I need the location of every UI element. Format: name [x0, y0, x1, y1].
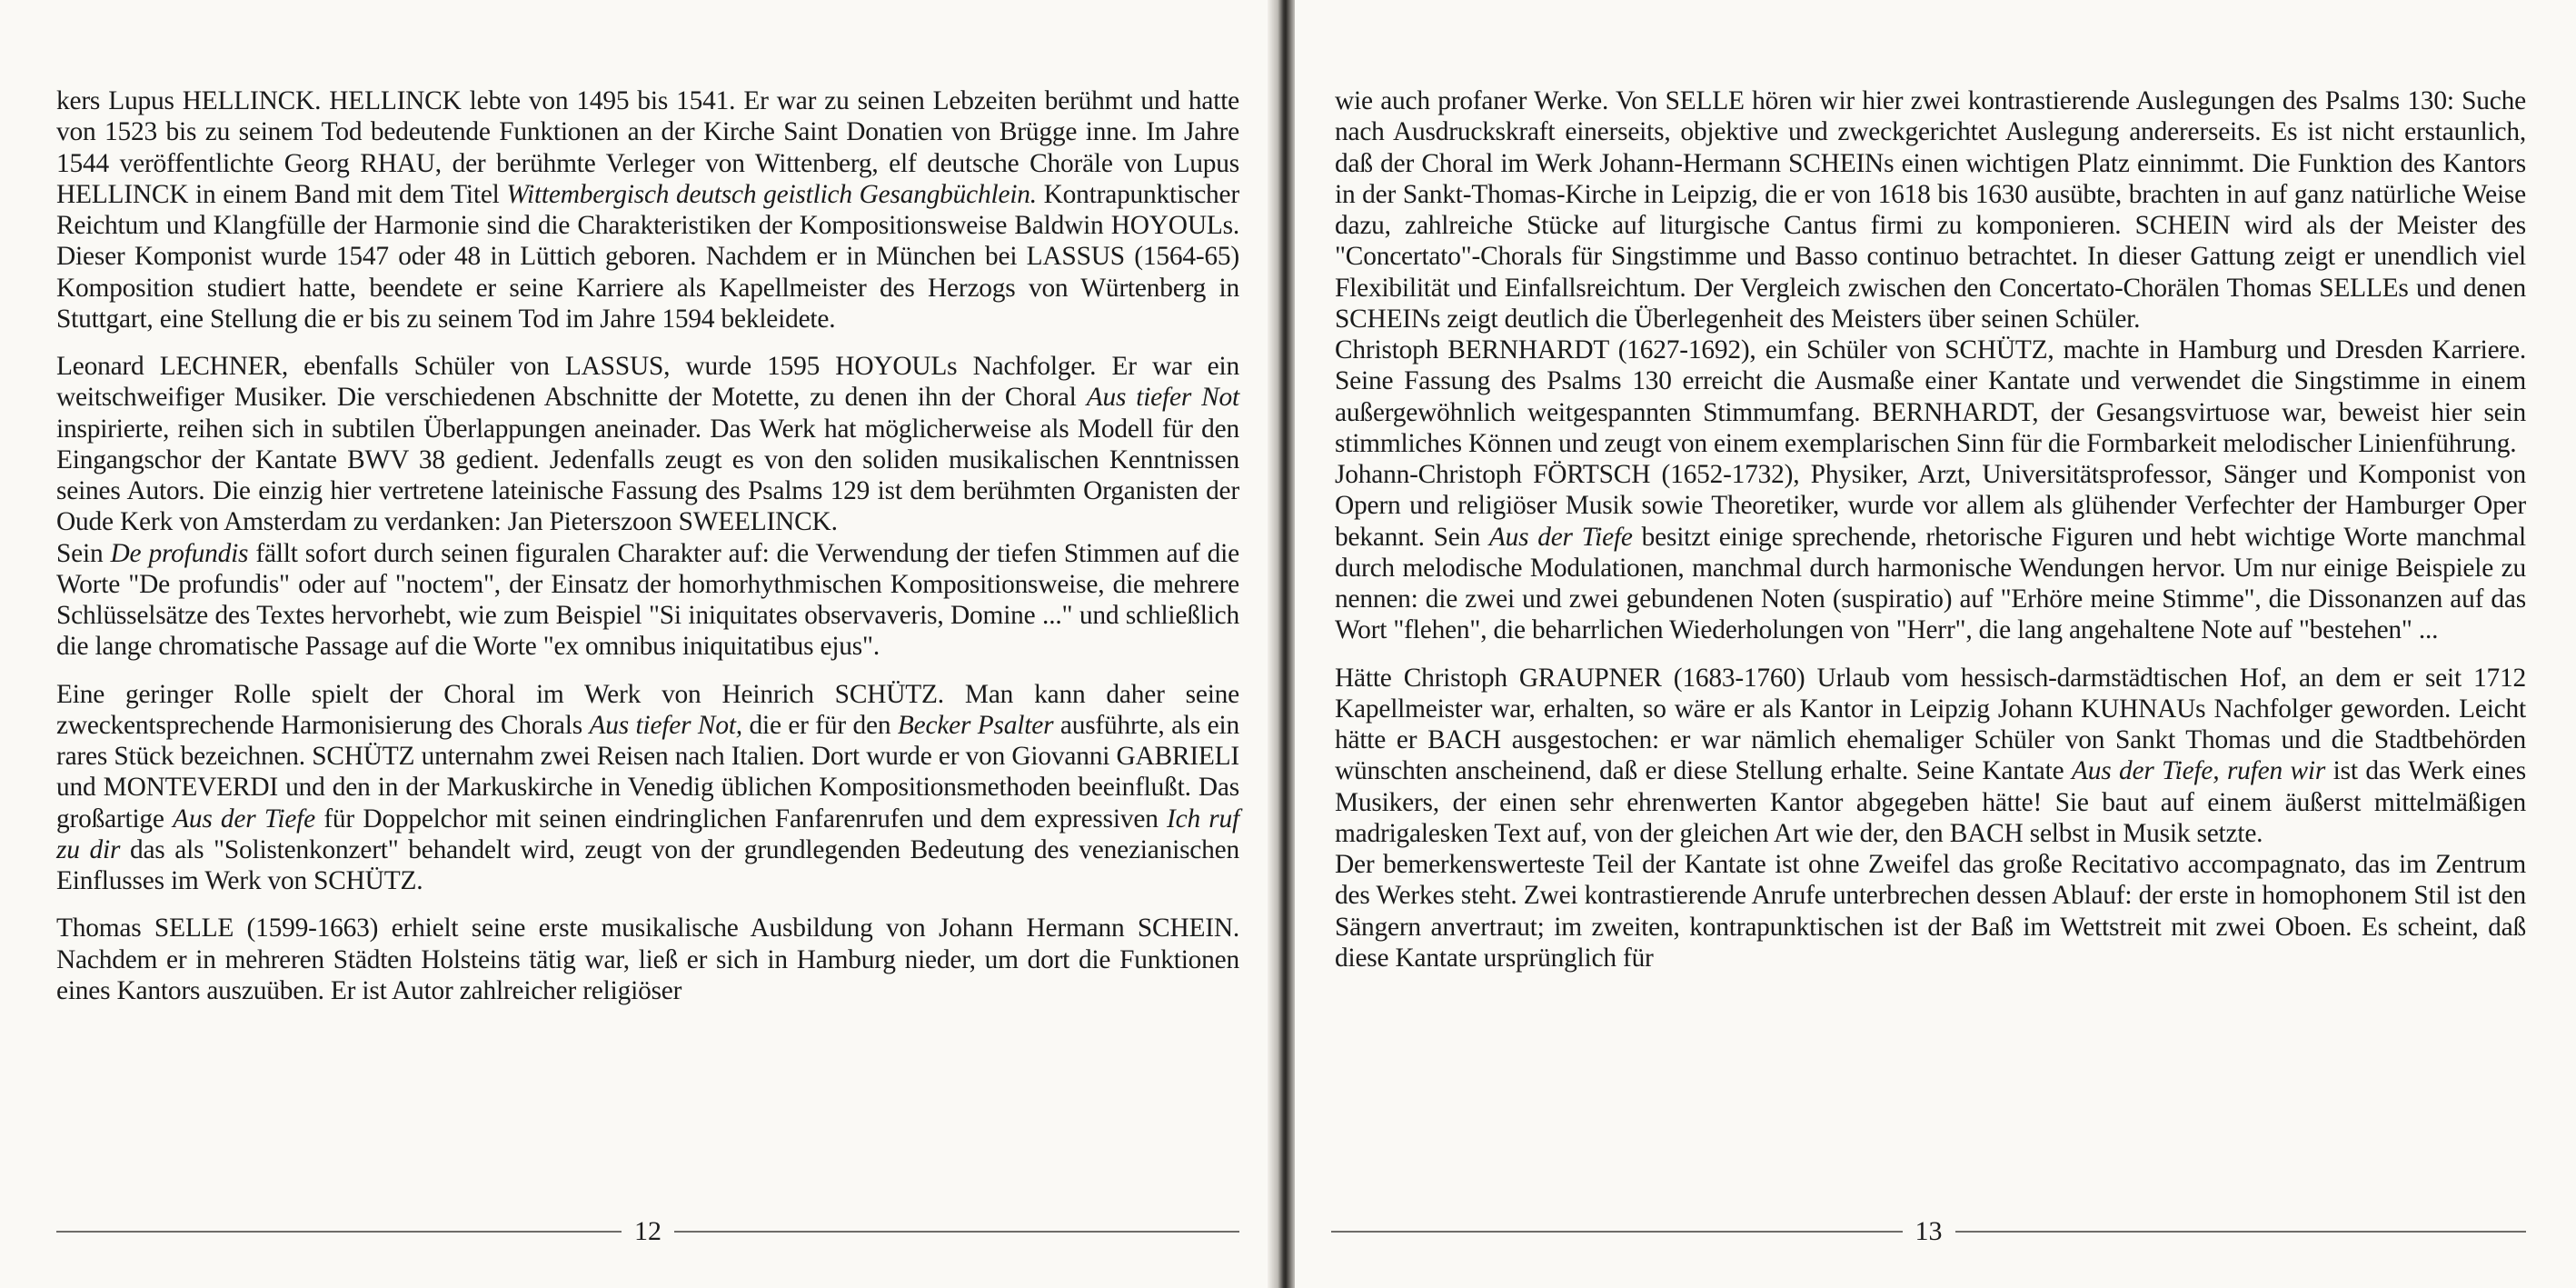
- paragraph: [1335, 663, 2526, 850]
- text-run: Eine geringer Rolle spielt der Choral im Werk von Heinrich SCHÜTZ. Man kann daher seine zweckentsprechende Harmonisierung des Chorals: [56, 679, 1239, 740]
- text-run: die er für den: [741, 710, 898, 740]
- paragraph: [56, 351, 1239, 538]
- text-run: ist das Werk eines Musikers, der einen sehr ehrenwerten Kantor abgegeben hätte! Sie baut auf einem äußerst mittelmäßigen madrigalesken Text auf, von der gleichen Art wie der, den BACH selbst in Musik setzte.: [1335, 756, 2526, 848]
- text-run: wie auch profaner Werke. Von SELLE hören wir hier zwei kontrastierende Auslegungen des Psalms 130: Suche nach Ausdruckskraft einerseits, objektive und zweckgerichtet Auslegung andererseits. Es ist nicht erstaunlich, daß der Choral im Werk Johann-Hermann SCHEINs einen wichtigen Platz einnimmt. Die Funktion des Kantors in der Sankt-Thomas-Kirche in Leipzig, die er von 1618 bis 1630 ausübte, brachten in auf ganz natürliche Weise dazu, zahlreiche Stücke auf liturgische Cantus firmi zu komponieren. SCHEIN wird als der Meister des "Concertato"-Chorals für Singstimme und Basso continuo betrachtet. In dieser Gattung zeigt er unendlich viel Flexibilität und Einfallsreichtum. Der Vergleich zwischen den Concertato-Chorälen Thomas SELLEs und denen SCHEINs zeigt deutlich die Überlegenheit des Meisters über seinen Schüler.: [1335, 86, 2526, 334]
- text-run: Johann-Christoph FÖRTSCH (1652-1732), Physiker, Arzt, Universitätsprofessor, Sänger und Komponist von Opern und religiöser Musik sowie Theoretiker, wurde vor allem als glühender Verfechter der Hamburger Oper bekannt. Sein: [1335, 460, 2526, 552]
- paragraph: [56, 538, 1239, 663]
- italic-title: Aus der Tiefe: [173, 804, 315, 834]
- page-right: [1295, 0, 2576, 1288]
- text-run: Thomas SELLE (1599-1663) erhielt seine erste musikalische Ausbildung von Johann Hermann SCHEIN. Nachdem er in mehreren Städten Holsteins tätig war, ließ er sich in Hamburg nieder, um dort die Funktionen eines Kantors auszuüben. Er ist Autor zahlreicher religiöser: [56, 914, 1239, 1005]
- paragraph: [1335, 85, 2526, 334]
- text-run: ausführte, als ein rares Stück bezeichnen. SCHÜTZ unternahm zwei Reisen nach Italien. Dort wurde er von Giovanni GABRIELI und MONTEVERDI und den in der Markuskirche in Venedig üblichen Kompositionsmethoden beeinflußt. Das großartige: [56, 710, 1239, 834]
- text-run: besitzt einige sprechende, rhetorische Figuren und hebt wichtige Worte manchmal durch melodische Modulationen, manchmal durch harmonische Wendungen hervor. Um nur einige Beispiele zu nennen: die zwei und zwei gebundenen Noten (suspiratio) auf "Erhöre meine Stimme", die Dissonanzen auf das Wort "flehen", die beharrlichen Wiederholungen von "Herr", die lang angehaltene Note auf "bestehen" ...: [1335, 522, 2526, 645]
- paragraph: [1335, 849, 2526, 973]
- text-run: Hätte Christoph GRAUPNER (1683-1760) Urlaub vom hessisch-darmstädtischen Hof, an dem er seit 1712 Kapellmeister war, erhalten, so wäre er als Kantor in Leipzig Johann KUHNAUs Nachfolger geworden. Leicht hätte er BACH ausgestochen: er war nämlich ehemaliger Schüler von Sankt Thomas und die Stadtbehörden wünschten anscheinend, daß er diese Stellung erhalte. Seine Kantate: [1335, 663, 2526, 786]
- footer-rule-right: [674, 1231, 1239, 1233]
- italic-title: De profundis: [110, 538, 249, 568]
- page-left: [0, 0, 1277, 1288]
- page-12-footer: [56, 1213, 1239, 1250]
- text-run: Kontrapunktischer Reichtum und Klangfülle der Harmonie sind die Charakteristiken der Kompositionsweise Baldwin HOYOULs. Dieser Komponist wurde 1547 oder 48 in Lüttich geboren. Nachdem er in München bei LASSUS (1564-65) Komposition studiert hatte, beendete er seine Karriere als Kapellmeister des Herzogs von Würtenberg in Stuttgart, eine Stellung die er bis zu seinem Tod im Jahre 1594 bekleidete.: [56, 179, 1239, 334]
- text-run: fällt sofort durch seinen figuralen Charakter auf: die Verwendung der tiefen Stimmen auf die Worte "De profundis" oder auf "noctem", der Einsatz der homorhythmischen Kompositionsweise, die mehrere Schlüsselsätze des Textes hervorhebt, wie zum Beispiel "Si iniquitates observaveris, Domine ..." und schließlich die lange chromatische Passage auf die Worte "ex omnibus iniquitatibus ejus".: [56, 538, 1239, 662]
- text-run: kers Lupus HELLINCK. HELLINCK lebte von 1495 bis 1541. Er war zu seinen Lebzeiten berühmt und hatte von 1523 bis zu seinem Tod bedeutende Funktionen an der Kirche Saint Donatien von Brügge inne. Im Jahre 1544 veröffentlichte Georg RHAU, der berühmte Verleger von Wittenberg, elf deutsche Choräle von Lupus HELLINCK in einem Band mit dem Titel: [56, 86, 1239, 209]
- footer-rule-right: [1955, 1231, 2527, 1233]
- italic-title: Aus tiefer Not,: [589, 710, 742, 740]
- paragraph: [56, 85, 1239, 334]
- text-run: Christoph BERNHARDT (1627-1692), ein Schüler von SCHÜTZ, machte in Hamburg und Dresden Karriere. Seine Fassung des Psalms 130 erreicht die Ausmaße einer Kantate und verwendet die Singstimme in einem außergewöhnlich weitgespannten Stimmumfang. BERNHARDT, der Gesangsvirtuose war, beweist hier sein stimmliches Können und zeugt von einem exemplarischen Sinn für die Formbarkeit melodischer Linienführung.: [1335, 335, 2526, 458]
- text-run: das als "Solistenkonzert" behandelt wird, zeugt von der grundlegenden Bedeutung des venezianischen Einflusses im Werk von SCHÜTZ.: [56, 834, 1239, 895]
- italic-title: Ich ruf zu dir: [56, 804, 1239, 864]
- italic-title: Aus der Tiefe: [1488, 522, 1633, 552]
- page-13-footer: [1331, 1213, 2526, 1250]
- footer-rule-left: [1331, 1231, 1903, 1233]
- footer-rule-left: [56, 1231, 622, 1233]
- italic-title: Wittembergisch deutsch geistlich Gesangbüchlein.: [506, 179, 1037, 209]
- italic-title: Aus der Tiefe, rufen wir: [2071, 756, 2326, 786]
- page-number-12: 12: [634, 1216, 661, 1246]
- paragraph: [1335, 334, 2526, 459]
- page-13-text: [1335, 85, 2526, 973]
- text-run: für Doppelchor mit seinen eindringlichen Fanfarenrufen und dem expressiven: [314, 804, 1168, 834]
- page-12-text: [56, 85, 1239, 1006]
- paragraph: [1335, 459, 2526, 646]
- paragraph: [56, 679, 1239, 897]
- italic-title: Aus tiefer Not: [1086, 383, 1239, 413]
- paragraph: [56, 913, 1239, 1006]
- text-run: Der bemerkenswerteste Teil der Kantate ist ohne Zweifel das große Recitativo accompagnato, das im Zentrum des Werkes steht. Zwei kontrastierende Anrufe unterbrechen dessen Ablauf: der erste in homophonem Stil ist den Sängern anvertraut; im zweiten, kontrapunktischen ist der Baß im Wettstreit mit zwei Oboen. Es scheint, daß diese Kantate ursprünglich für: [1335, 850, 2526, 973]
- text-run: Leonard LECHNER, ebenfalls Schüler von LASSUS, wurde 1595 HOYOULs Nachfolger. Er war ein weitschweifiger Musiker. Die verschiedenen Abschnitte der Motette, zu denen ihn der Choral: [56, 352, 1239, 413]
- italic-title: Becker Psalter: [897, 710, 1054, 740]
- text-run: Sein: [56, 538, 111, 568]
- page-number-13: 13: [1915, 1216, 1943, 1246]
- text-run: inspirierte, reihen sich in subtilen Überlappungen aneinader. Das Werk hat möglicherweise als Modell für den Eingangschor der Kantate BWV 38 gedient. Jedenfalls zeugt es von den soliden musikalischen Kenntnissen seines Autors. Die einzig hier vertretene lateinische Fassung des Psalms 129 ist dem berühmten Organisten der Oude Kerk von Amsterdam zu verdanken: Jan Pieterszoon SWEELINCK.: [56, 414, 1239, 537]
